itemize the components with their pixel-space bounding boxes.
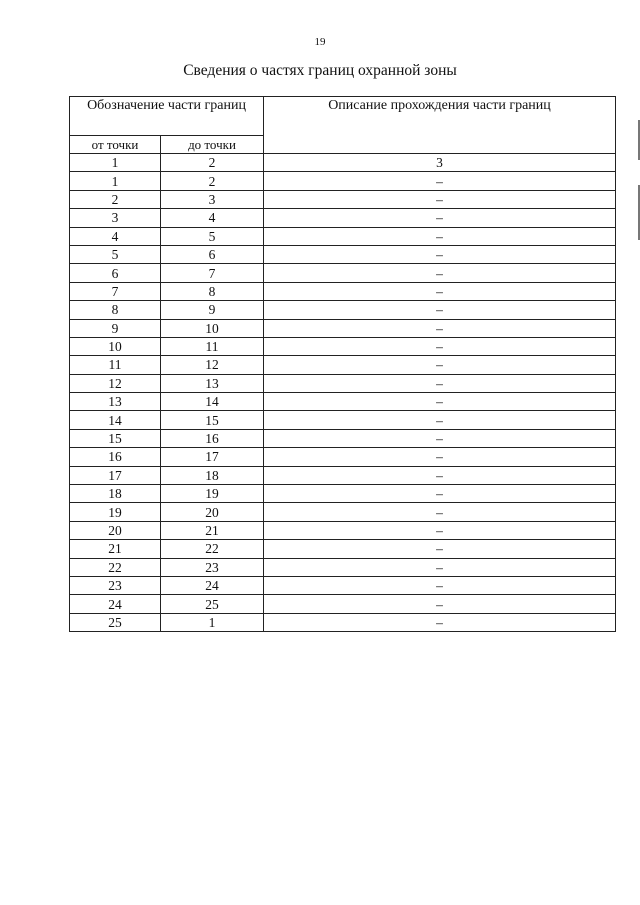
from-point-cell: 23 [70, 576, 161, 594]
to-point-cell: 18 [161, 466, 264, 484]
page-number: 19 [314, 36, 326, 48]
to-point-cell: 15 [161, 411, 264, 429]
boundary-description-header: Описание прохождения части границ [264, 97, 616, 154]
table-row [70, 429, 616, 447]
from-point-header: от точки [70, 136, 161, 154]
to-point-cell: 16 [161, 429, 264, 447]
table-row [70, 411, 616, 429]
description-cell: – [264, 301, 616, 319]
to-point-cell: 1 [161, 613, 264, 631]
to-point-cell: 23 [161, 558, 264, 576]
from-point-cell: 20 [70, 521, 161, 539]
from-point-cell: 4 [70, 227, 161, 245]
description-cell: – [264, 227, 616, 245]
table-row [70, 301, 616, 319]
table-row [70, 374, 616, 392]
from-point-cell: 15 [70, 429, 161, 447]
description-cell: – [264, 356, 616, 374]
description-cell: – [264, 503, 616, 521]
description-cell: – [264, 245, 616, 263]
column-index-from: 1 [70, 154, 161, 172]
description-cell: – [264, 540, 616, 558]
to-point-cell: 13 [161, 374, 264, 392]
to-point-cell: 12 [161, 356, 264, 374]
table-row [70, 172, 616, 190]
from-point-cell: 16 [70, 448, 161, 466]
from-point-cell: 2 [70, 190, 161, 208]
description-cell: – [264, 558, 616, 576]
description-cell: – [264, 485, 616, 503]
to-point-cell: 3 [161, 190, 264, 208]
from-point-cell: 8 [70, 301, 161, 319]
from-point-cell: 22 [70, 558, 161, 576]
description-cell: – [264, 613, 616, 631]
to-point-cell: 9 [161, 301, 264, 319]
table-row [70, 282, 616, 300]
from-point-cell: 10 [70, 337, 161, 355]
table-row [70, 319, 616, 337]
table-body [70, 172, 616, 632]
to-point-cell: 22 [161, 540, 264, 558]
from-point-cell: 18 [70, 485, 161, 503]
to-point-cell: 7 [161, 264, 264, 282]
from-point-cell: 7 [70, 282, 161, 300]
description-cell: – [264, 264, 616, 282]
table-row [70, 264, 616, 282]
table-row [70, 448, 616, 466]
table-row [70, 466, 616, 484]
table-row [70, 540, 616, 558]
to-point-cell: 2 [161, 172, 264, 190]
table-row [70, 227, 616, 245]
from-point-cell: 21 [70, 540, 161, 558]
description-cell: – [264, 172, 616, 190]
document-title: Сведения о частях границ охранной зоны [183, 62, 457, 79]
from-point-cell: 11 [70, 356, 161, 374]
table-row [70, 576, 616, 594]
column-index-to: 2 [161, 154, 264, 172]
to-point-cell: 19 [161, 485, 264, 503]
to-point-cell: 6 [161, 245, 264, 263]
to-point-cell: 21 [161, 521, 264, 539]
to-point-cell: 17 [161, 448, 264, 466]
description-cell: – [264, 374, 616, 392]
description-cell: – [264, 282, 616, 300]
table-row [70, 393, 616, 411]
from-point-cell: 17 [70, 466, 161, 484]
to-point-cell: 11 [161, 337, 264, 355]
to-point-cell: 5 [161, 227, 264, 245]
to-point-cell: 10 [161, 319, 264, 337]
table-row [70, 503, 616, 521]
table-row [70, 613, 616, 631]
description-cell: – [264, 393, 616, 411]
description-cell: – [264, 429, 616, 447]
from-point-cell: 5 [70, 245, 161, 263]
description-cell: – [264, 411, 616, 429]
description-cell: – [264, 595, 616, 613]
to-point-cell: 24 [161, 576, 264, 594]
from-point-cell: 3 [70, 209, 161, 227]
from-point-cell: 9 [70, 319, 161, 337]
description-cell: – [264, 337, 616, 355]
table-row [70, 245, 616, 263]
to-point-cell: 4 [161, 209, 264, 227]
to-point-cell: 20 [161, 503, 264, 521]
column-index-row [70, 154, 616, 172]
description-cell: – [264, 466, 616, 484]
from-point-cell: 14 [70, 411, 161, 429]
description-cell: – [264, 521, 616, 539]
column-index-desc: 3 [264, 154, 616, 172]
to-point-cell: 14 [161, 393, 264, 411]
description-cell: – [264, 576, 616, 594]
from-point-cell: 25 [70, 613, 161, 631]
table-row [70, 337, 616, 355]
description-cell: – [264, 319, 616, 337]
from-point-cell: 12 [70, 374, 161, 392]
table-row [70, 521, 616, 539]
description-cell: – [264, 448, 616, 466]
boundary-part-designation-header: Обозначение части границ [70, 97, 264, 136]
boundary-parts-table [69, 96, 616, 632]
from-point-cell: 13 [70, 393, 161, 411]
from-point-cell: 1 [70, 172, 161, 190]
from-point-cell: 24 [70, 595, 161, 613]
table-row [70, 595, 616, 613]
table-row [70, 558, 616, 576]
to-point-cell: 8 [161, 282, 264, 300]
description-cell: – [264, 209, 616, 227]
table-row [70, 190, 616, 208]
description-cell: – [264, 190, 616, 208]
table-row [70, 356, 616, 374]
table-row [70, 209, 616, 227]
to-point-header: до точки [161, 136, 264, 154]
table-row [70, 485, 616, 503]
from-point-cell: 19 [70, 503, 161, 521]
from-point-cell: 6 [70, 264, 161, 282]
to-point-cell: 25 [161, 595, 264, 613]
